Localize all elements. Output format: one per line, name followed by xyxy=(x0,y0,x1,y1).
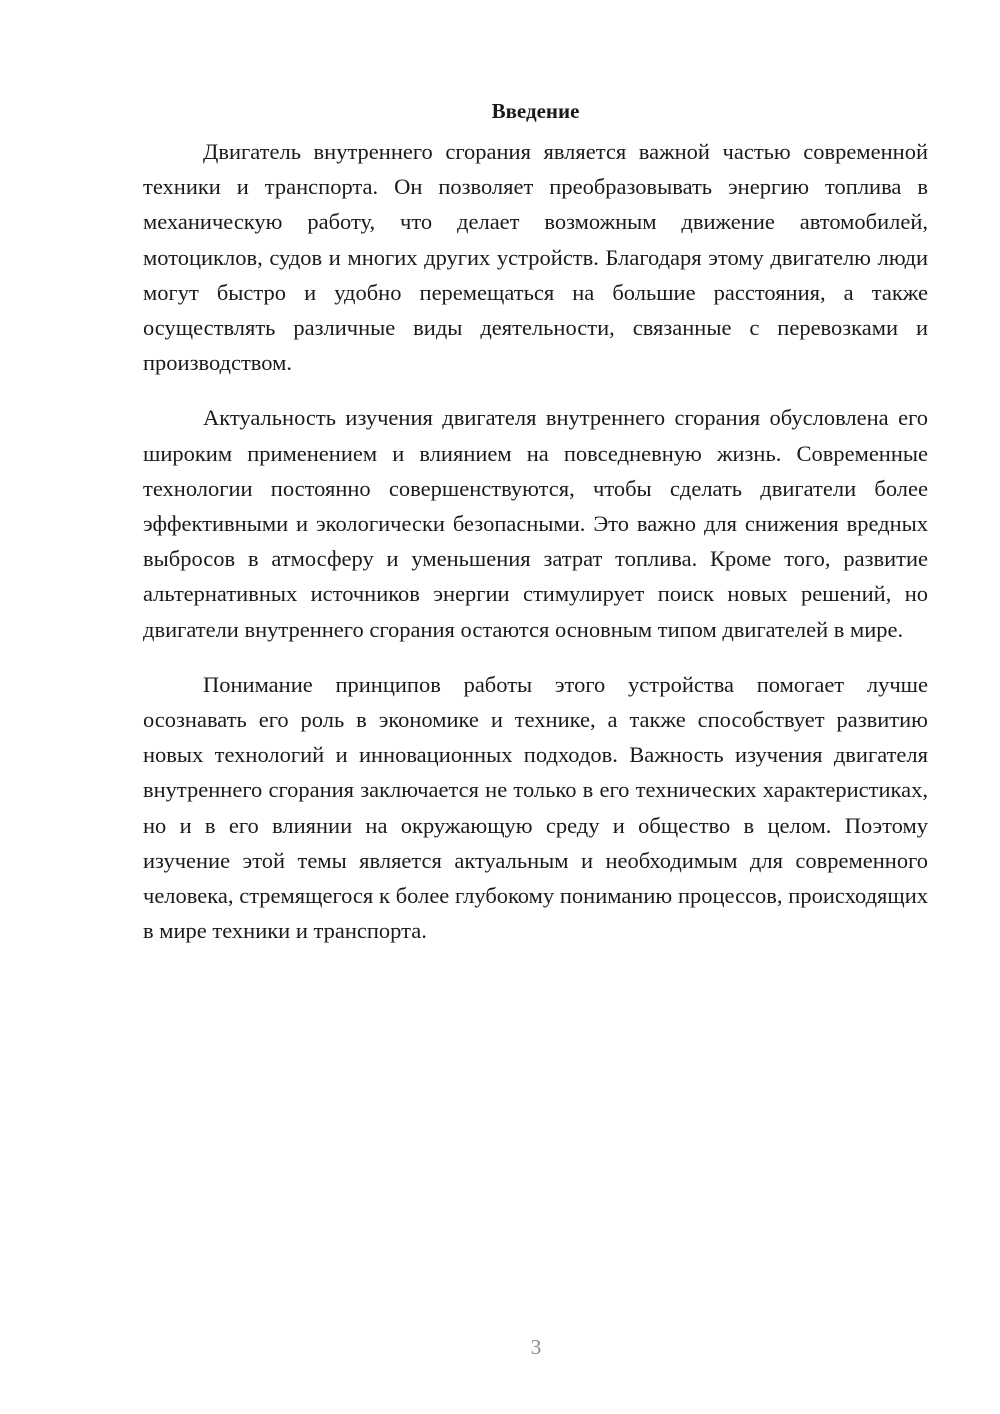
paragraph-1: Двигатель внутреннего сгорания является важной частью современной техники и транспорта. Он позволяет преобразовывать энергию топлива в механическую работу, что делает возможным движение автомобилей, мотоциклов, судов и многих других устройств. Благодаря этому двигателю люди могут быстро и удобно перемещаться на большие расстояния, а также осуществлять различные виды деятельности, связанные с перевозками и производством. xyxy=(143,139,928,376)
section-title: Введение xyxy=(491,99,580,123)
page-content xyxy=(143,96,928,968)
page-number: 3 xyxy=(530,1335,542,1359)
paragraph-3: Понимание принципов работы этого устройства помогает лучше осознавать его роль в экономике и технике, а также способствует развитию новых технологий и инновационных подходов. Важность изучения двигателя внутреннего сгорания заключается не только в его технических характеристиках, но и в его влиянии на окружающую среду и общество в целом. Поэтому изучение этой темы является актуальным и необходимым для современного человека, стремящегося к более глубокому пониманию процессов, происходящих в мире техники и транспорта. xyxy=(143,671,928,944)
paragraph-2: Актуальность изучения двигателя внутреннего сгорания обусловлена его широким применением и влиянием на повседневную жизнь. Современные технологии постоянно совершенствуются, чтобы сделать двигатели более эффективными и экологически безопасными. Это важно для снижения вредных выбросов в атмосферу и уменьшения затрат топлива. Кроме того, развитие альтернативных источников энергии стимулирует поиск новых решений, но двигатели внутреннего сгорания остаются основным типом двигателей в мире. xyxy=(143,405,928,642)
